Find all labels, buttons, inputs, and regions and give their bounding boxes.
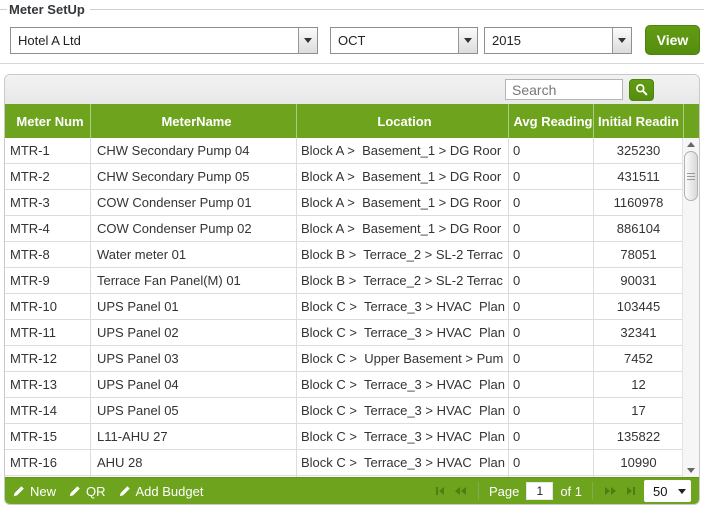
scroll-down-icon[interactable] xyxy=(687,468,695,473)
cell-location: Block C > Upper Basement > Pum xyxy=(297,346,509,372)
table-row[interactable] xyxy=(5,346,699,372)
footer-actions xyxy=(13,484,203,499)
grid-toolbar xyxy=(5,75,699,104)
table-row[interactable] xyxy=(5,138,699,164)
first-page-button[interactable] xyxy=(434,485,446,497)
prev-page-icon xyxy=(455,487,460,495)
cell-location: Block B > Terrace_2 > SL-2 Terrac xyxy=(297,242,509,268)
table-body xyxy=(5,138,699,477)
pencil-icon xyxy=(119,485,131,497)
page-label: Page xyxy=(488,483,520,499)
chevron-down-icon xyxy=(464,38,472,43)
col-header-location[interactable]: Location xyxy=(297,104,509,138)
pencil-icon xyxy=(69,485,81,497)
last-page-button[interactable] xyxy=(625,485,637,497)
cell-location: Block A > Basement_1 > DG Roor xyxy=(297,138,509,164)
table-rows xyxy=(5,138,699,476)
chevron-down-icon xyxy=(678,489,686,494)
first-page-icon xyxy=(436,487,438,495)
cell-meter-name: Terrace Fan Panel(M) 01 xyxy=(91,268,297,294)
cell-meter-num: MTR-11 xyxy=(5,320,91,346)
cell-initial-reading: 886104 xyxy=(594,216,684,242)
cell-meter-num: MTR-3 xyxy=(5,190,91,216)
next-page-button[interactable] xyxy=(603,485,618,497)
legend-line xyxy=(90,9,704,10)
cell-meter-name: CHW Secondary Pump 05 xyxy=(91,164,297,190)
cell-initial-reading: 90031 xyxy=(594,268,684,294)
cell-meter-name: UPS Panel 01 xyxy=(91,294,297,320)
table-row[interactable] xyxy=(5,424,699,450)
cell-meter-name: Water meter 01 xyxy=(91,242,297,268)
table-row[interactable] xyxy=(5,294,699,320)
cell-meter-name: UPS Panel 04 xyxy=(91,372,297,398)
month-select-value: OCT xyxy=(338,33,366,48)
partial-row xyxy=(5,476,699,477)
cell-initial-reading: 103445 xyxy=(594,294,684,320)
cell-initial-reading: 7452 xyxy=(594,346,684,372)
cell-avg-reading: 0 xyxy=(509,138,594,164)
cell-meter-num: MTR-14 xyxy=(5,398,91,424)
cell-initial-reading: 10990 xyxy=(594,450,684,476)
cell-meter-name: UPS Panel 02 xyxy=(91,320,297,346)
cell-avg-reading: 0 xyxy=(509,398,594,424)
cell-avg-reading: 0 xyxy=(509,164,594,190)
search-icon xyxy=(635,83,648,96)
cell-initial-reading: 78051 xyxy=(594,242,684,268)
scrollbar-thumb[interactable] xyxy=(684,151,698,201)
add-budget-button[interactable] xyxy=(119,484,204,499)
site-select[interactable] xyxy=(10,27,318,54)
cell-location: Block C > Terrace_3 > HVAC Plan xyxy=(297,294,509,320)
year-select-value: 2015 xyxy=(492,33,521,48)
chevron-down-icon xyxy=(304,38,312,43)
col-header-initial-reading[interactable]: Initial Readin xyxy=(594,104,684,138)
year-select-arrow-button[interactable] xyxy=(612,28,631,53)
scroll-up-icon[interactable] xyxy=(687,142,695,147)
page-size-select[interactable] xyxy=(644,480,691,502)
month-select[interactable] xyxy=(330,27,478,54)
cell-avg-reading: 0 xyxy=(509,320,594,346)
panel-legend xyxy=(0,1,704,17)
cell-meter-num: MTR-13 xyxy=(5,372,91,398)
qr-button[interactable] xyxy=(69,484,106,499)
cell-meter-name: COW Condenser Pump 01 xyxy=(91,190,297,216)
cell-location: Block B > Terrace_2 > SL-2 Terrac xyxy=(297,268,509,294)
site-select-value: Hotel A Ltd xyxy=(18,33,81,48)
table-row[interactable] xyxy=(5,216,699,242)
pagination xyxy=(434,480,691,502)
add-budget-button-label: Add Budget xyxy=(135,483,204,499)
cell-meter-name: UPS Panel 05 xyxy=(91,398,297,424)
cell-initial-reading: 135822 xyxy=(594,424,684,450)
cell-avg-reading: 0 xyxy=(509,372,594,398)
cell-avg-reading: 0 xyxy=(509,346,594,372)
meter-grid-panel xyxy=(4,74,700,505)
qr-button-label: QR xyxy=(86,483,106,499)
cell-avg-reading: 0 xyxy=(509,450,594,476)
scrollbar-grip xyxy=(687,173,695,182)
cell-meter-num: MTR-12 xyxy=(5,346,91,372)
table-row[interactable] xyxy=(5,372,699,398)
cell-meter-num: MTR-9 xyxy=(5,268,91,294)
table-row[interactable] xyxy=(5,190,699,216)
view-button[interactable]: View xyxy=(645,25,700,55)
cell-avg-reading: 0 xyxy=(509,242,594,268)
pagination-separator xyxy=(592,482,593,500)
cell-meter-num: MTR-16 xyxy=(5,450,91,476)
table-row[interactable] xyxy=(5,320,699,346)
cell-location: Block A > Basement_1 > DG Roor xyxy=(297,216,509,242)
cell-meter-name: UPS Panel 03 xyxy=(91,346,297,372)
table-row[interactable] xyxy=(5,450,699,476)
cell-location: Block C > Terrace_3 > HVAC Plan xyxy=(297,398,509,424)
cell-initial-reading: 17 xyxy=(594,398,684,424)
cell-location: Block C > Terrace_3 > HVAC Plan xyxy=(297,372,509,398)
cell-location: Block C > Terrace_3 > HVAC Plan xyxy=(297,424,509,450)
chevron-down-icon xyxy=(618,38,626,43)
cell-initial-reading: 1160978 xyxy=(594,190,684,216)
cell-meter-name: AHU 28 xyxy=(91,450,297,476)
table-header-row xyxy=(5,104,699,138)
col-header-meter-num[interactable]: Meter Num xyxy=(5,104,91,138)
cell-meter-num: MTR-2 xyxy=(5,164,91,190)
cell-meter-num: MTR-10 xyxy=(5,294,91,320)
cell-initial-reading: 431511 xyxy=(594,164,684,190)
cell-initial-reading: 325230 xyxy=(594,138,684,164)
cell-avg-reading: 0 xyxy=(509,216,594,242)
legend-line xyxy=(0,9,7,10)
pagination-separator xyxy=(478,482,479,500)
cell-avg-reading: 0 xyxy=(509,190,594,216)
cell-location: Block A > Basement_1 > DG Roor xyxy=(297,164,509,190)
vertical-scrollbar[interactable] xyxy=(682,138,699,477)
site-select-arrow-button[interactable] xyxy=(298,28,317,53)
table-row[interactable] xyxy=(5,242,699,268)
grid-footer xyxy=(5,477,699,504)
page-size-value: 50 xyxy=(653,483,668,499)
cell-meter-name: CHW Secondary Pump 04 xyxy=(91,138,297,164)
search-input[interactable] xyxy=(505,79,623,100)
table-row[interactable] xyxy=(5,164,699,190)
cell-avg-reading: 0 xyxy=(509,268,594,294)
year-select[interactable] xyxy=(484,27,632,54)
prev-page-button[interactable] xyxy=(453,485,468,497)
last-page-icon xyxy=(627,487,632,495)
divider xyxy=(0,63,704,64)
col-header-avg-reading[interactable]: Avg Reading xyxy=(509,104,594,138)
cell-meter-num: MTR-15 xyxy=(5,424,91,450)
cell-avg-reading: 0 xyxy=(509,294,594,320)
cell-initial-reading: 12 xyxy=(594,372,684,398)
cell-meter-name: L11-AHU 27 xyxy=(91,424,297,450)
cell-meter-num: MTR-8 xyxy=(5,242,91,268)
month-select-arrow-button[interactable] xyxy=(458,28,477,53)
cell-avg-reading: 0 xyxy=(509,424,594,450)
header-scrollbar-spacer xyxy=(684,104,699,138)
page-of-label: of 1 xyxy=(560,483,582,499)
cell-meter-name: COW Condenser Pump 02 xyxy=(91,216,297,242)
pencil-icon xyxy=(13,485,25,497)
page-title: Meter SetUp xyxy=(9,1,85,17)
cell-meter-num: MTR-1 xyxy=(5,138,91,164)
cell-location: Block C > Terrace_3 > HVAC Plan xyxy=(297,320,509,346)
cell-location: Block A > Basement_1 > DG Roor xyxy=(297,190,509,216)
col-header-meter-name[interactable]: MeterName xyxy=(91,104,297,138)
cell-location: Block C > Terrace_3 > HVAC Plan xyxy=(297,450,509,476)
new-button-label: New xyxy=(30,483,57,499)
next-page-icon xyxy=(605,487,610,495)
cell-initial-reading: 32341 xyxy=(594,320,684,346)
table-row[interactable] xyxy=(5,268,699,294)
page-input[interactable] xyxy=(526,482,553,500)
cell-meter-num: MTR-4 xyxy=(5,216,91,242)
new-button[interactable] xyxy=(13,484,56,499)
search-button[interactable] xyxy=(629,79,654,101)
table-row[interactable] xyxy=(5,398,699,424)
